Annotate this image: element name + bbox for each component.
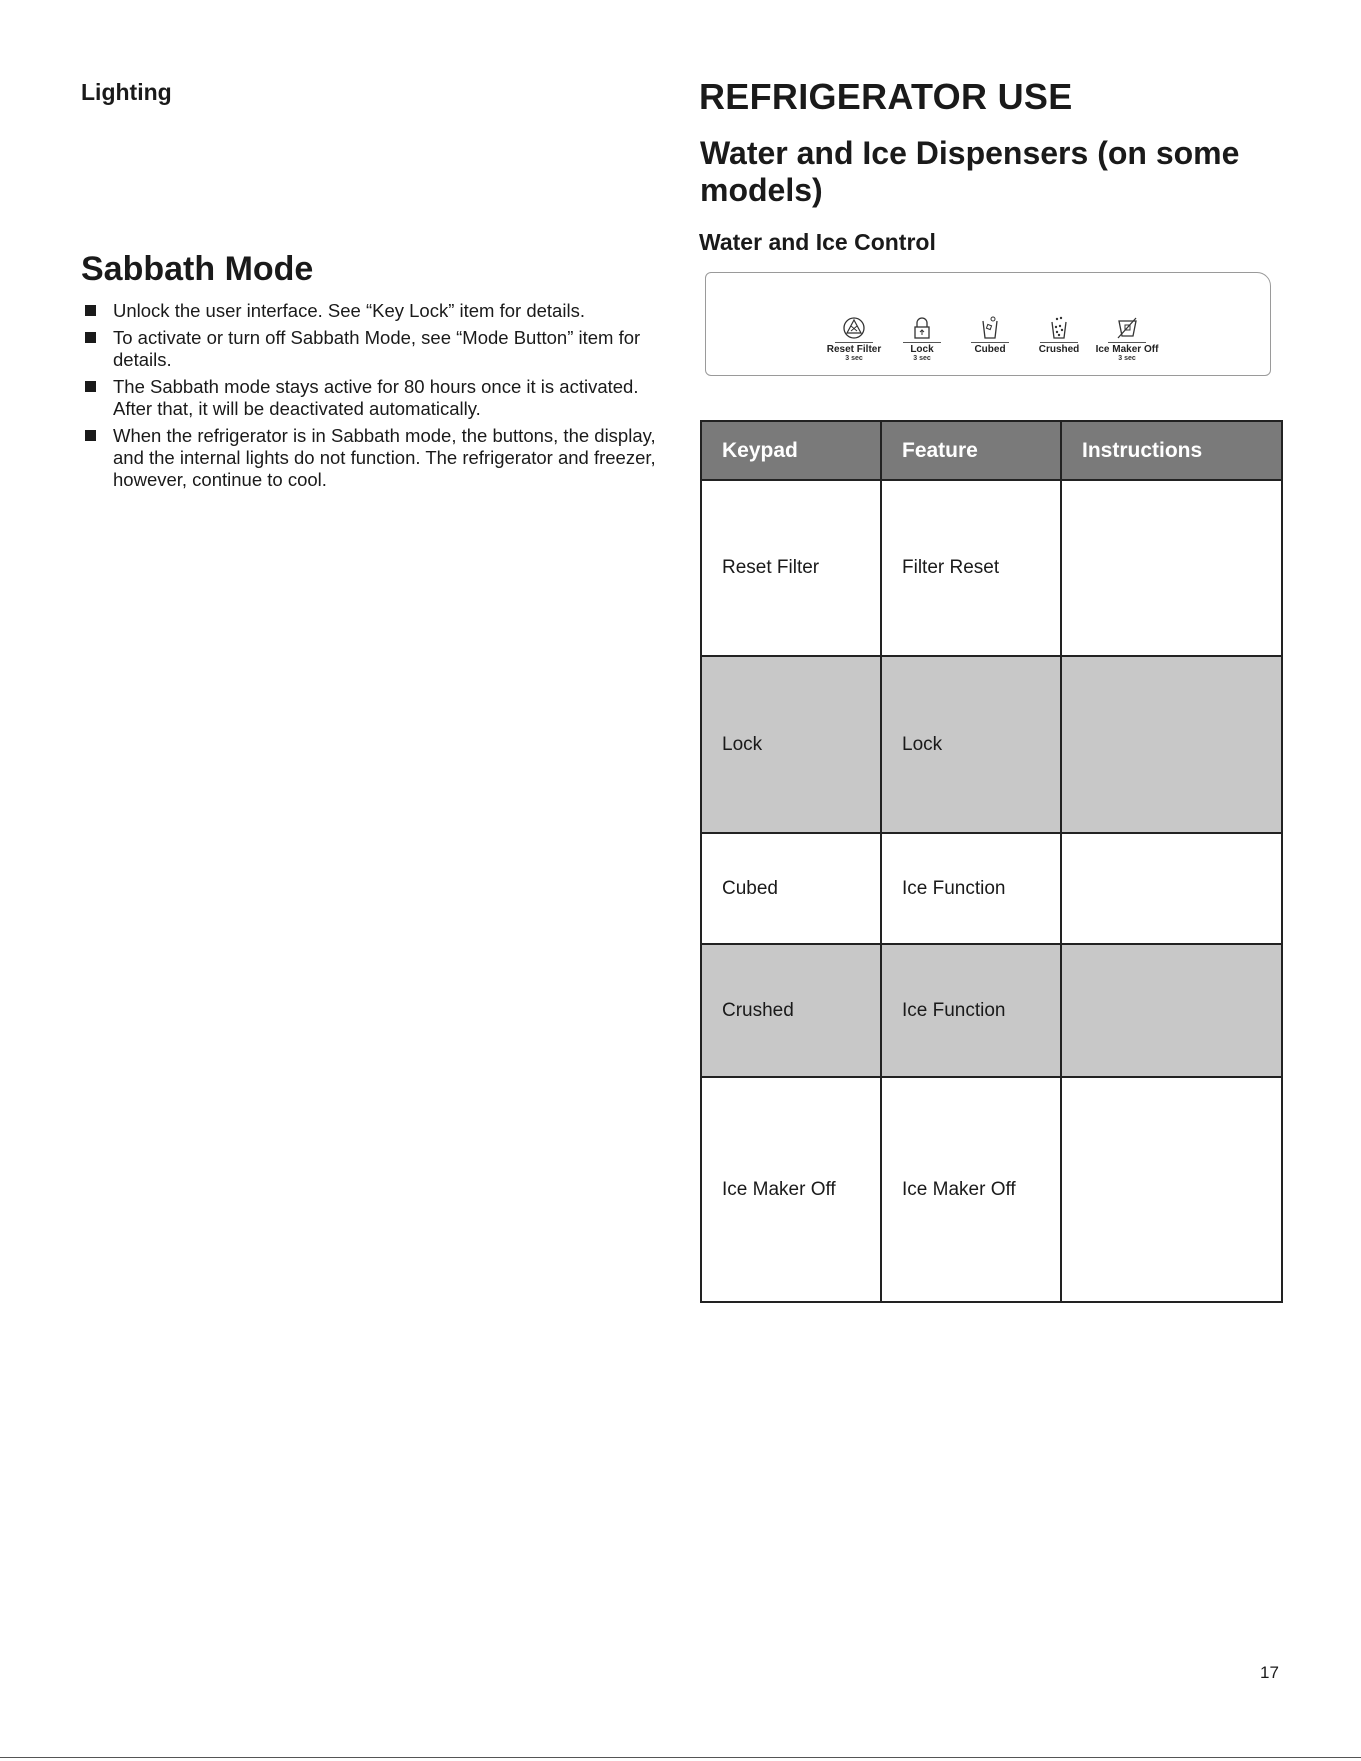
table-row — [701, 944, 1282, 1077]
button-hold-hint: 3 sec — [1118, 355, 1136, 362]
list-item-text: When the refrigerator is in Sabbath mode, the buttons, the display, and the internal lights do not function. The refrigerator and freezer, however, continue to cool. — [113, 425, 656, 490]
filter-reset-icon — [841, 315, 867, 341]
lock-icon — [909, 315, 935, 341]
table-row — [701, 833, 1282, 944]
feature-cell: Lock — [881, 656, 1061, 833]
button-label: Reset Filter — [826, 344, 882, 355]
button-label: Lock — [910, 344, 934, 355]
button-underline — [1040, 342, 1078, 343]
instructions-cell — [1061, 833, 1282, 944]
water-ice-control-heading: Water and Ice Control — [699, 229, 936, 255]
square-bullet-icon — [85, 430, 96, 441]
list-item — [81, 300, 661, 322]
crushed-ice-icon — [1046, 315, 1072, 341]
button-underline — [835, 342, 873, 343]
feature-cell: Ice Maker Off — [881, 1077, 1061, 1302]
button-underline — [903, 342, 941, 343]
crushed-control — [1024, 315, 1094, 355]
instructions-cell — [1061, 1077, 1282, 1302]
ice-maker-off-icon — [1114, 315, 1140, 341]
square-bullet-icon — [85, 305, 96, 316]
button-label: Ice Maker Off — [1095, 344, 1159, 355]
dispensers-heading: Water and Ice Dispensers (on some models) — [700, 135, 1240, 208]
control-panel-illustration — [705, 272, 1271, 376]
table-row — [701, 656, 1282, 833]
sabbath-mode-heading: Sabbath Mode — [81, 250, 314, 288]
table-row — [701, 480, 1282, 656]
ice-maker-off-control — [1092, 315, 1162, 362]
button-underline — [971, 342, 1009, 343]
column-header-instructions: Instructions — [1061, 421, 1282, 480]
list-item — [81, 376, 661, 420]
reset-filter-control — [819, 315, 889, 362]
list-item-text: Unlock the user interface. See “Key Lock” item for details. — [113, 300, 585, 321]
instructions-cell — [1061, 480, 1282, 656]
cubed-ice-icon — [977, 315, 1003, 341]
table-row — [701, 1077, 1282, 1302]
button-hold-hint: 3 sec — [913, 355, 931, 362]
button-hold-hint: 3 sec — [845, 355, 863, 362]
instructions-cell — [1061, 656, 1282, 833]
square-bullet-icon — [85, 332, 96, 343]
square-bullet-icon — [85, 381, 96, 392]
list-item — [81, 327, 661, 371]
section-title: REFRIGERATOR USE — [699, 76, 1073, 117]
lock-control — [887, 315, 957, 362]
list-item-text: The Sabbath mode stays active for 80 hours once it is activated. After that, it will be deactivated automatically. — [113, 376, 639, 419]
cubed-control — [955, 315, 1025, 355]
column-header-feature: Feature — [881, 421, 1061, 480]
list-item-text: To activate or turn off Sabbath Mode, see “Mode Button” item for details. — [113, 327, 641, 370]
feature-cell: Ice Function — [881, 833, 1061, 944]
page-number: 17 — [1260, 1663, 1279, 1682]
feature-cell: Filter Reset — [881, 480, 1061, 656]
keypad-feature-table — [700, 420, 1283, 1303]
column-header-keypad: Keypad — [701, 421, 881, 480]
feature-cell: Ice Function — [881, 944, 1061, 1077]
keypad-cell: Cubed — [701, 833, 881, 944]
lighting-heading: Lighting — [81, 79, 172, 105]
button-label: Crushed — [1038, 344, 1080, 355]
keypad-cell: Lock — [701, 656, 881, 833]
instructions-cell — [1061, 944, 1282, 1077]
list-item — [81, 425, 661, 491]
keypad-cell: Reset Filter — [701, 480, 881, 656]
keypad-cell: Crushed — [701, 944, 881, 1077]
table-header-row — [701, 421, 1282, 480]
button-label: Cubed — [974, 344, 1006, 355]
sabbath-mode-list — [81, 300, 661, 496]
keypad-cell: Ice Maker Off — [701, 1077, 881, 1302]
bottom-divider — [0, 1757, 1361, 1758]
button-underline — [1108, 342, 1146, 343]
